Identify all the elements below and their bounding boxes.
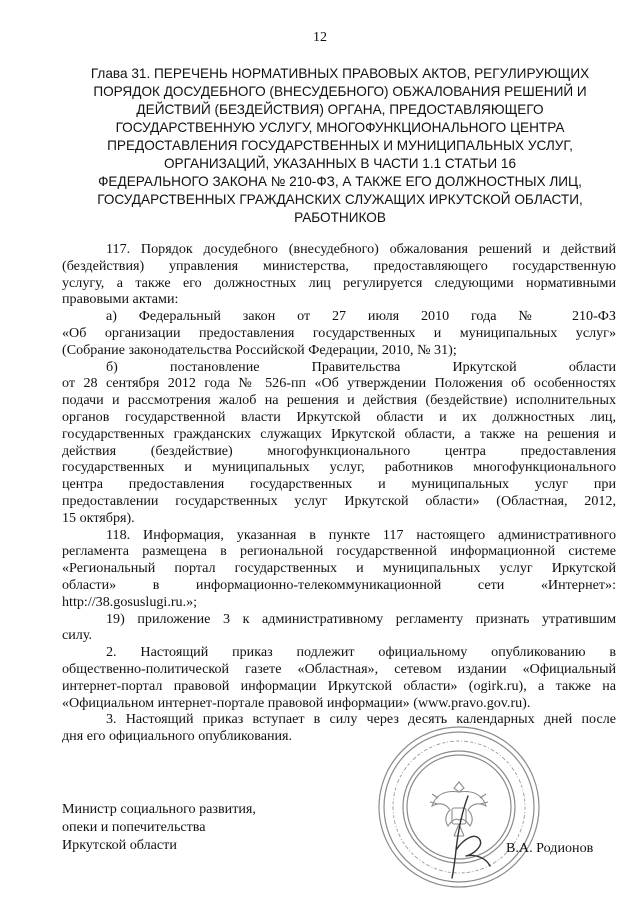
signature-block [62,800,256,854]
body-line: а) Федеральный закон от 27 июля 2010 года № 210-ФЗ [106,308,616,325]
body-line: (Собрание законодательства Российской Федерации, 2010, № 31); [62,341,457,358]
body-line: услугу, а также его должностных лиц регулируется следующими нормативными [62,274,616,291]
body-line: действия (бездействие) многофункционального центра предоставления [62,442,616,459]
body-line: государственных и муниципальных услуг, работников многофункционального [62,459,616,476]
chapter-title-line: ПОРЯДОК ДОСУДЕБНОГО (ВНЕСУДЕБНОГО) ОБЖАЛОВАНИЯ РЕШЕНИЙ И [93,84,587,99]
body-line: правовыми актами: [62,291,179,308]
paragraph-item-2 [62,644,616,711]
body-line: «Региональный портал государственных и муниципальных услуг Иркутской [62,560,616,577]
body-line: 2. Настоящий приказ подлежит официальному опубликованию в [106,644,616,661]
body-line: органов государственной власти Иркутской области и их должностных лиц, [62,408,616,425]
signer-title-line: Иркутской области [62,837,177,853]
handwritten-signature-icon [428,792,508,882]
body-line: регламента размещена в региональной государственной информационной системе [62,543,616,560]
body-line: 15 октября). [62,509,135,526]
body-line: интернет-портал правовой информации Иркутской области» (ogirk.ru), а также на [62,677,616,694]
body-line: «Официальном интернет-портале правовой информации» (www.pravo.gov.ru). [62,694,531,711]
body-line: дня его официального опубликования. [62,728,293,745]
body-line: 19) приложение 3 к административному регламенту признать утратившим [106,610,616,627]
chapter-title-line: ПРЕДОСТАВЛЕНИЯ ГОСУДАРСТВЕННЫХ И МУНИЦИПАЛЬНЫХ УСЛУГ, [107,138,573,153]
signer-title-line: опеки и попечительства [62,819,206,835]
paragraph-item-b [62,359,616,527]
body-line: «Об организации предоставления государственных и муниципальных услуг» [62,324,616,341]
chapter-title-line: ГОСУДАРСТВЕННУЮ УСЛУГУ, МНОГОФУНКЦИОНАЛЬНОГО ЦЕНТРА [115,120,565,135]
paragraph-118 [62,527,616,611]
body-line: области» в информационно-телекоммуникационной сети «Интернет»: [62,576,616,593]
body-line: 3. Настоящий приказ вступает в силу через десять календарных дней после [106,711,616,728]
body-line: 118. Информация, указанная в пункте 117 настоящего административного [106,526,616,543]
paragraph-item-a [62,308,616,358]
body-line: от 28 сентября 2012 года № 526-пп «Об утверждении Положения об особенностях [62,375,616,392]
chapter-title-line: Глава 31. ПЕРЕЧЕНЬ НОРМАТИВНЫХ ПРАВОВЫХ АКТОВ, РЕГУЛИРУЮЩИХ [90,66,590,81]
chapter-title-line: ФЕДЕРАЛЬНОГО ЗАКОНА № 210-ФЗ, А ТАКЖЕ ЕГО ДОЛЖНОСТНЫХ ЛИЦ, [98,174,582,189]
signer-title-line: Министр социального развития, [62,801,256,817]
signer-name: В.А. Родионов [506,840,594,856]
body-line: предоставлении государственных услуг Иркутской области» (Областная, 2012, [62,492,616,509]
chapter-title-line: ДЕЙСТВИЙ (БЕЗДЕЙСТВИЯ) ОРГАНА, ПРЕДОСТАВЛЯЮЩЕГО [136,102,544,117]
paragraph-117 [62,241,616,308]
paragraph-item-19 [62,611,616,645]
page-number: 12 [313,30,327,45]
body-line: общественно-политической газете «Областная», сетевом издании «Официальный [62,660,616,677]
body-line: силу. [62,627,92,644]
chapter-title-line: РАБОТНИКОВ [294,210,386,225]
body-line: государственных гражданских служащих Иркутской области, а также на решения и [62,425,616,442]
chapter-title [60,65,620,227]
body-line: центра предоставления государственных и муниципальных услуг при [62,476,616,493]
document-body [62,241,616,745]
body-line: (бездействия) управления министерства, предоставляющего государственную [62,257,616,274]
body-line: б) постановление Правительства Иркутской области [106,358,616,375]
body-line: http://38.gosuslugi.ru.»; [62,593,198,610]
body-line: 117. Порядок досудебного (внесудебного) обжалования решений и действий [106,241,616,257]
body-line: подачи и рассмотрения жалоб на решения и действия (бездействие) исполнительных [62,392,616,409]
chapter-title-line: ГОСУДАРСТВЕННЫХ ГРАЖДАНСКИХ СЛУЖАЩИХ ИРКУТСКОЙ ОБЛАСТИ, [97,192,583,207]
chapter-title-line: ОРГАНИЗАЦИЙ, УКАЗАННЫХ В ЧАСТИ 1.1 СТАТЬИ 16 [163,156,517,171]
